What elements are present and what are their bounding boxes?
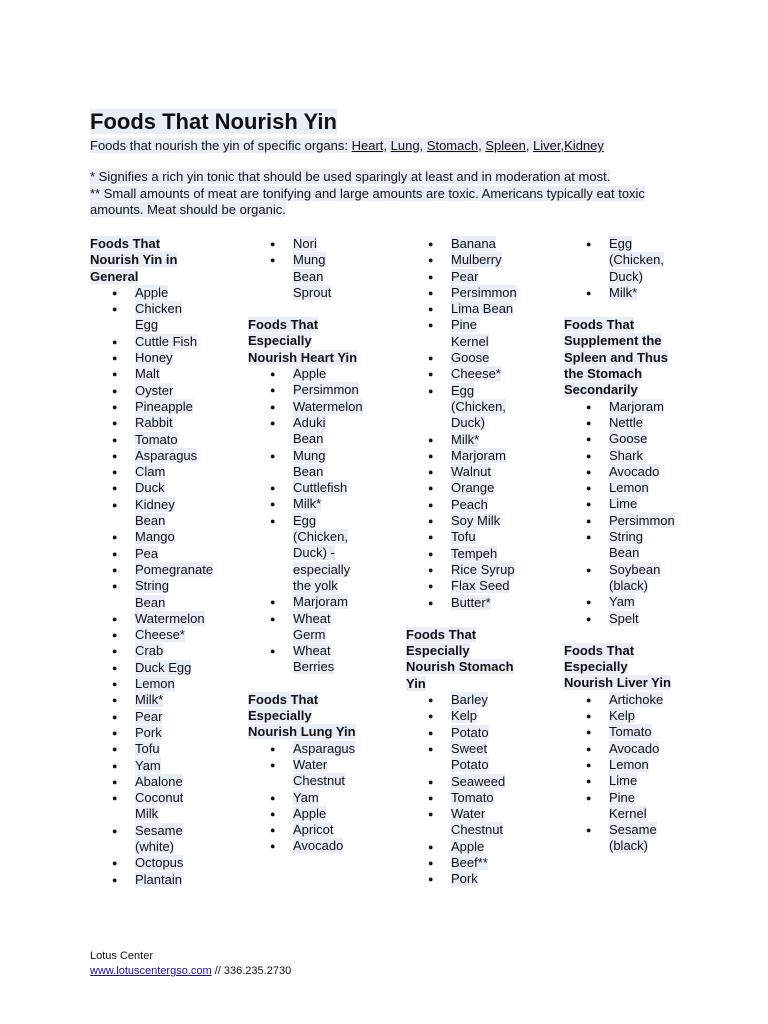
food-item-label: Shark [609,447,643,463]
food-item [564,431,675,447]
food-item-label: Pineapple [135,398,193,414]
food-item [564,741,675,757]
footer-org: Lotus Center [90,950,153,962]
food-list [406,236,556,611]
food-item-label: Honey [135,350,173,366]
food-item-label: Milk* [135,692,164,708]
food-item [90,383,201,399]
food-item-label: Watermelon [293,398,363,414]
food-item-label: Pork [451,871,478,887]
food-item-label: Egg (Chicken, Duck) [451,382,506,431]
food-item [406,236,517,252]
food-item [248,366,359,382]
food-item [406,871,517,887]
food-item-label: Cheese* [135,627,185,643]
food-item-label: Nori [293,236,317,251]
food-item-label: Milk* [609,284,638,300]
food-list [248,236,398,301]
food-item-label: Butter* [451,594,491,610]
food-item [248,643,359,676]
food-item [90,464,201,480]
food-item [90,529,201,545]
food-list [564,399,684,627]
section-heading [406,627,516,692]
food-item-label: Kelp [609,708,636,724]
food-item [248,741,359,757]
food-item-label: Lime [609,496,638,512]
food-item [406,513,517,529]
food-item-label: Barley [451,692,488,708]
food-item [406,806,517,839]
food-item-label: Mung Bean [293,447,326,479]
food-item-label: Milk* [451,431,480,447]
food-item [90,855,201,871]
food-item-label: Persimmon [293,382,359,398]
section-heading-text: Foods That Especially Nourish Stomach Yin [406,626,514,691]
food-item [90,350,201,366]
note-rich-tonic: * Signifies a rich yin tonic that should be used sparingly at least and in moderation at most. [90,169,611,184]
section-heading [248,317,358,366]
food-item-label: Persimmon [451,284,517,300]
food-item-label: Egg (Chicken, Duck) [609,236,664,284]
food-item [564,496,675,512]
food-item-label: Beef** [451,854,488,870]
food-item-label: Soybean (black) [609,561,661,593]
food-item [406,464,517,480]
food-list [248,741,398,855]
food-item [564,236,675,285]
food-item [406,855,517,871]
website-link[interactable]: www.lotuscentergso.com [90,965,212,977]
food-item [90,643,201,659]
organ-link-heart[interactable]: Heart [351,138,384,153]
organ-link-spleen[interactable]: Spleen [485,138,526,153]
food-item-label: Mulberry [451,252,502,268]
food-item-label: Marjoram [609,398,664,414]
food-item-label: Orange [451,480,495,496]
food-item-label: Avocado [609,740,660,756]
food-item-label: Wheat Germ [293,610,331,642]
food-item-label: Abalone [135,773,183,789]
food-item [406,497,517,513]
section-heading [564,643,676,692]
section-heading-text: Foods That Especially Nourish Liver Yin [564,642,671,691]
food-list [248,366,398,676]
food-item-label: Marjoram [293,594,348,610]
food-item-label: Asparagus [135,447,198,463]
food-item [90,725,201,741]
food-item-label: Cheese* [451,366,501,382]
food-item [248,822,359,838]
food-item-label: Egg (Chicken, Duck) - especially the yolk [293,512,351,593]
food-item-label: String Bean [135,578,169,610]
food-item-label: Octopus [135,855,184,871]
food-item [564,285,675,301]
food-item [90,301,201,334]
food-item [90,399,201,415]
food-item-label: Tofu [135,741,160,757]
food-item-label: Goose [451,350,490,366]
food-item-label: Yam [609,594,635,610]
food-item [90,758,201,774]
organ-link-lung[interactable]: Lung [390,138,420,153]
food-item [406,480,517,496]
food-item [90,578,201,611]
food-item-label: Lemon [135,676,175,692]
food-item-label: Kelp [451,708,478,724]
food-item [406,725,517,741]
food-item [406,432,517,448]
food-item-label: Milk* [293,496,322,512]
note-meat: ** Small amounts of meat are tonifying and large amounts are toxic. Americans typically eat toxic amounts. Meat should be organic. [90,185,645,217]
food-item-label: Apple [135,284,169,300]
section-heading-text: Foods That Especially Nourish Heart Yin [248,317,358,365]
food-item-label: Kidney Bean [135,496,175,529]
food-item [406,448,517,464]
footnotes [90,169,660,219]
food-item-label: Apricot [293,822,334,838]
food-item-label: Tomato [609,724,652,740]
food-item [564,464,675,480]
food-item [406,562,517,578]
food-item-label: Tomato [451,789,494,805]
food-item-label: Sesame (white) [135,822,183,854]
food-item-label: Chicken Egg [135,301,182,333]
food-item-label: Marjoram [451,447,506,463]
section-heading [564,317,676,398]
food-item-label: Coconut Milk [135,790,184,822]
food-item [406,383,517,432]
food-item [406,595,517,611]
section-heading-text: Foods That Supplement the Spleen and Thus the Stomach Secondarily [564,317,669,398]
food-item [564,757,675,773]
food-item [564,724,675,740]
food-item-label: Cuttlefish [293,480,348,496]
organs-intro: Foods that nourish the yin of specific organs: [90,138,352,153]
food-item-label: Cuttle Fish [135,333,198,349]
food-item-label: Watermelon [135,610,205,626]
food-item [90,627,201,643]
food-item [406,741,517,774]
footer [90,949,291,979]
food-item [564,692,675,708]
food-item-label: Lima Bean [451,301,514,317]
food-item [406,350,517,366]
food-item [248,448,359,481]
food-item-label: Mung Bean Sprout [293,252,332,300]
food-item [90,480,201,496]
food-item-label: Rabbit [135,415,173,431]
food-item [564,399,675,415]
food-list [90,285,240,888]
food-item-label: Oyster [135,382,174,398]
food-item [564,513,675,529]
food-item [406,366,517,382]
food-item-label: Peach [451,496,488,512]
food-item-label: Duck Egg [135,659,192,675]
food-item [564,480,675,496]
organs-line: Foods that nourish the yin of specific organs: Heart, Lung, Stomach, Spleen, Liver,Kidney [90,138,604,153]
food-item-label: Sesame (black) [609,822,657,854]
food-item-label: Persimmon [609,512,675,528]
food-item-label: Mango [135,529,175,545]
organ-link-liver[interactable]: Liver [533,138,561,153]
food-item-label: Water Chestnut [451,806,504,838]
food-item-label: Lime [609,773,638,789]
food-item [90,692,201,708]
food-item-label: Water Chestnut [293,756,346,789]
food-item-label: Clam [135,464,166,480]
food-item [564,708,675,724]
food-item-label: Soy Milk [451,513,501,529]
column-2 [248,236,398,871]
food-item [90,774,201,790]
food-item-label: Pine Kernel [609,789,647,821]
food-item [248,398,363,415]
food-item-label: Apple [293,366,327,382]
food-item-label: Pork [135,724,162,740]
food-item [248,252,359,301]
food-item [248,382,359,398]
food-item [90,366,201,382]
food-item [564,773,675,789]
food-item-label: Yam [293,789,319,805]
food-item-label: Nettle [609,414,643,430]
food-item [248,415,359,448]
food-item [406,790,517,806]
food-item [90,415,201,431]
food-item-label: Pear [135,708,163,724]
food-item [90,432,201,448]
food-item-label: Apple [451,838,485,854]
food-item [406,692,517,708]
food-item [564,594,675,610]
food-item-label: Duck [135,480,165,496]
food-item [90,741,201,757]
food-item [90,334,201,350]
food-item [406,285,517,301]
food-item-label: Tempeh [451,545,498,561]
food-item-label: Spelt [609,610,639,626]
food-list [564,692,684,855]
food-item [564,790,675,823]
food-item [564,529,675,562]
food-item [406,774,517,790]
food-item [248,838,359,854]
food-item [90,610,205,627]
food-item [406,578,517,594]
column-3 [406,236,556,904]
food-item [248,757,359,790]
food-item-label: Yam [135,757,161,773]
food-item [248,594,359,610]
food-list [406,692,556,888]
food-item-label: Aduki Bean [293,414,326,447]
food-item [90,546,201,562]
food-item-label: Wheat Berries [293,643,335,675]
food-item [406,839,517,855]
food-item-label: Malt [135,366,160,382]
food-item-label: Sweet Potato [451,740,489,773]
food-item [564,611,675,627]
food-item-label: Plantain [135,871,182,887]
section-heading [90,236,200,285]
food-item [406,546,517,562]
food-item-label: Crab [135,643,164,659]
food-item [564,562,675,595]
food-item [248,806,359,822]
food-item [248,513,359,594]
food-item [90,448,201,464]
food-item [406,269,517,285]
food-item-label: Lemon [609,480,649,496]
food-item-label: Seaweed [451,773,506,789]
food-item-label: Pear [451,268,479,284]
food-item [248,611,359,644]
phone-number: // 336.235.2730 [211,965,292,977]
food-list [564,236,684,301]
food-item [248,790,359,806]
food-item [248,496,359,512]
food-item-label: Tomato [135,431,178,447]
food-item [90,676,201,692]
food-item-label: Pine Kernel [451,317,489,349]
food-item-label: Asparagus [293,740,356,756]
food-item-label: Rice Syrup [451,561,515,577]
food-item [406,317,517,350]
food-item [90,872,201,888]
food-item-label: Walnut [451,464,491,480]
section-heading [248,692,358,741]
food-item-label: Flax Seed [451,578,510,594]
column-4 [564,236,684,871]
food-item [406,301,517,317]
organ-link-kidney[interactable]: Kidney [564,138,604,153]
food-item-label: Goose [609,431,648,447]
food-item-label: Avocado [609,463,660,479]
food-item-label: Lemon [609,756,649,772]
food-item-label: Avocado [293,838,344,854]
food-item [564,415,675,431]
food-item [90,285,201,301]
food-item [406,252,517,268]
food-item [564,822,675,855]
food-item [248,480,359,496]
food-item [406,529,517,545]
food-item [406,708,517,724]
food-item-label: Artichoke [609,691,664,707]
food-item [90,497,201,530]
food-item [90,823,201,856]
food-item [564,448,675,464]
food-item [90,660,201,676]
food-item [90,709,201,725]
food-item [248,236,359,252]
food-item-label: Apple [293,805,327,821]
food-item-label: Potato [451,724,489,740]
section-heading-text: Foods That Nourish Yin in General [90,236,178,284]
food-item-label: Pomegranate [135,561,214,577]
food-item-label: Pea [135,545,159,561]
column-1 [90,236,240,904]
food-item [90,790,201,823]
food-item-label: Banana [451,236,496,251]
section-heading-text: Foods That Especially Nourish Lung Yin [248,691,356,740]
food-item-label: Tofu [451,529,476,545]
page-title: Foods That Nourish Yin [90,109,337,134]
organ-link-stomach[interactable]: Stomach [426,138,479,153]
food-item-label: String Bean [609,529,643,561]
food-item [90,561,214,578]
